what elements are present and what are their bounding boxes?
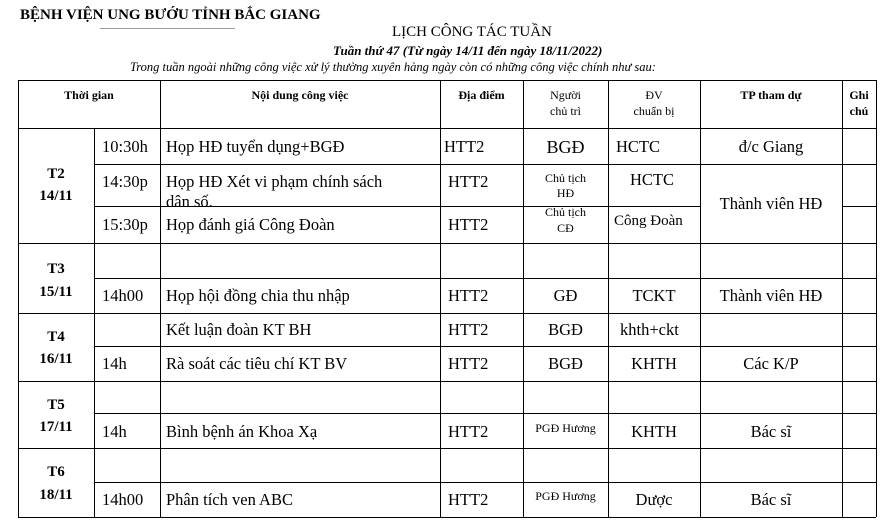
row-attend: Các K/P [743, 354, 799, 373]
grid-line [94, 164, 876, 165]
row-place: HTT2 [448, 172, 489, 191]
row-host-line1: Chủ tịch [545, 171, 586, 185]
row-unit: khth+ckt [620, 320, 679, 339]
day-date: 18/11 [39, 487, 73, 503]
col-header-note-2: chú [849, 104, 869, 118]
row-unit: KHTH [631, 354, 677, 373]
grid-line [18, 128, 876, 129]
intro-text: Trong tuần ngoài những công việc xử lý thường xuyên hàng ngày còn có những công việc chính như sau: [130, 60, 656, 74]
col-header-time: Thời gian [64, 88, 114, 102]
row-host: PGĐ Hương [535, 421, 596, 435]
hospital-name: BỆNH VIỆN UNG BƯỚU TỈNH BẮC GIANG [20, 7, 321, 23]
grid-line [18, 80, 876, 81]
day-label: T4 [47, 329, 65, 345]
row-place: HTT2 [448, 422, 489, 441]
row-content: Bình bệnh án Khoa Xạ [166, 422, 318, 441]
day-date: 14/11 [39, 188, 73, 204]
row-time: 14h [102, 354, 127, 373]
row-host-line2: HĐ [556, 186, 575, 200]
row-time: 14h [102, 422, 127, 441]
grid-line [440, 80, 441, 517]
row-host: PGĐ Hương [535, 489, 596, 503]
col-header-host-1: Người [550, 88, 581, 102]
row-host: BGĐ [548, 320, 583, 339]
day-date: 17/11 [39, 419, 73, 435]
row-attend: Bác sĩ [750, 422, 792, 441]
row-unit: HCTC [616, 137, 661, 156]
row-content: Họp HĐ tuyển dụng+BGĐ [166, 137, 345, 156]
row-attend: đ/c Giang [738, 137, 804, 156]
row-time: 14h00 [102, 286, 144, 305]
week-subtitle: Tuần thứ 47 (Từ ngày 14/11 đến ngày 18/11/2022) [333, 43, 603, 58]
row-content: Họp HĐ Xét vi phạm chính sách [166, 172, 383, 191]
row-content: Phân tích ven ABC [166, 490, 293, 509]
row-content: Kết luận đoàn KT BH [166, 320, 312, 339]
grid-line [94, 278, 876, 279]
row-content: Rà soát các tiêu chí KT BV [166, 354, 348, 373]
day-label: T6 [47, 464, 65, 480]
grid-line [94, 482, 876, 483]
row-unit: Dược [635, 490, 673, 509]
row-host: GĐ [553, 286, 578, 305]
row-unit: KHTH [631, 422, 677, 441]
row-attend: Bác sĩ [750, 490, 792, 509]
row-unit: TCKT [632, 286, 676, 305]
grid-line [18, 313, 876, 314]
col-header-content: Nội dung công việc [251, 88, 349, 102]
row-unit: Công Đoàn [614, 213, 683, 229]
grid-line [876, 80, 877, 517]
grid-line [18, 381, 876, 382]
row-place: HTT2 [448, 215, 489, 234]
row-place: HTT2 [448, 354, 489, 373]
day-date: 16/11 [39, 351, 73, 367]
row-place: HTT2 [448, 490, 489, 509]
grid-line [18, 243, 876, 244]
col-header-unit-2: chuẩn bị [633, 104, 675, 118]
day-label: T3 [47, 261, 65, 277]
col-header-place: Địa điểm [458, 88, 505, 102]
merged-attend: Thành viên HĐ [719, 194, 823, 213]
row-time: 15:30p [102, 215, 148, 234]
col-header-unit-1: ĐV [645, 88, 663, 102]
grid-line [94, 128, 95, 517]
row-content: Họp đánh giá Công Đoàn [166, 215, 335, 234]
row-attend: Thành viên HĐ [719, 286, 823, 305]
row-place: HTT2 [444, 137, 485, 156]
grid-line [18, 517, 876, 518]
col-header-host-2: chủ trì [550, 104, 581, 118]
row-time: 10:30h [102, 137, 148, 156]
grid-line [18, 448, 876, 449]
day-label: T2 [47, 166, 65, 182]
grid-line [160, 80, 161, 517]
row-time: 14:30p [102, 172, 148, 191]
row-unit: HCTC [630, 170, 675, 189]
row-time: 14h00 [102, 490, 144, 509]
grid-line [94, 346, 876, 347]
row-content: Họp hội đồng chia thu nhập [166, 286, 350, 305]
row-host-line2: CĐ [557, 221, 574, 235]
row-place: HTT2 [448, 286, 489, 305]
page-title: LỊCH CÔNG TÁC TUẦN [392, 24, 552, 40]
grid-line [842, 80, 843, 517]
row-host-line1: Chủ tịch [545, 205, 586, 219]
row-host: BGĐ [548, 354, 583, 373]
col-header-note-1: Ghi [849, 88, 869, 102]
row-host: BGĐ [546, 137, 585, 157]
grid-line [94, 413, 876, 414]
day-date: 15/11 [39, 284, 73, 300]
hospital-underline [100, 28, 235, 29]
row-content-line2: dân số. [166, 192, 213, 211]
col-header-attend: TP tham dự [740, 88, 802, 102]
row-place: HTT2 [448, 320, 489, 339]
day-label: T5 [47, 397, 65, 413]
grid-line [842, 206, 876, 207]
